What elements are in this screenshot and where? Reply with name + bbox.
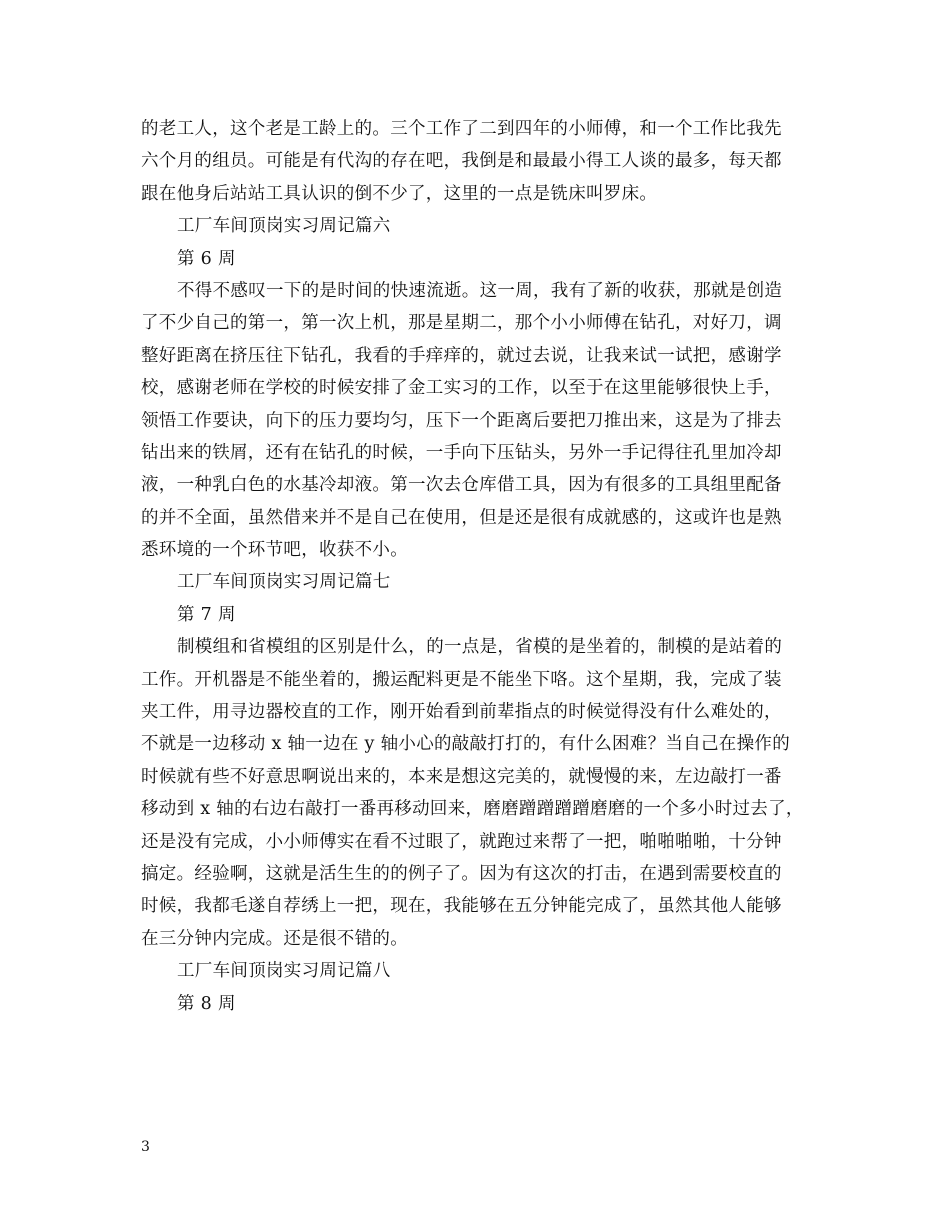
text-line: 搞定。经验啊，这就是活生生的的例子了。因为有这次的打击，在遇到需要校直的 [141,863,782,884]
text-line: 不就是一边移动 x 轴一边在 y 轴小心的敲敲打打的，有什么困难？当自己在操作的 [141,734,791,755]
text-line: 六个月的组员。可能是有代沟的存在吧，我倒是和最最小得工人谈的最多，每天都 [141,151,782,172]
text-line: 移动到 x 轴的右边右敲打一番再移动回来，磨磨蹭蹭蹭蹭磨磨的一个多小时过去了， [141,799,804,820]
text-line: 第 6 周 [177,248,236,269]
text-line: 时候，我都毛遂自荐绣上一把，现在，我能够在五分钟能完成了，虽然其他人能够 [141,896,782,917]
text-line: 工厂车间顶岗实习周记篇六 [177,216,391,237]
text-line: 的并不全面，虽然借来并不是自己在使用，但是还是很有成就感的，这或许也是熟 [141,507,782,528]
text-line: 悉环境的一个环节吧，收获不小。 [141,540,408,561]
text-line: 工厂车间顶岗实习周记篇八 [177,961,391,982]
text-line: 夹工件，用寻边器校直的工作，刚开始看到前辈指点的时候觉得没有什么难处的， [141,702,782,723]
text-line: 制模组和省模组的区别是什么，的一点是，省模的是坐着的，制模的是站着的 [177,637,783,658]
text-line: 校，感谢老师在学校的时候安排了金工实习的工作，以至于在这里能够很快上手， [141,378,782,399]
document-body [141,113,821,1020]
text-line: 领悟工作要诀，向下的压力要均匀，压下一个距离后要把刀推出来，这是为了排去 [141,410,782,431]
text-line: 工厂车间顶岗实习周记篇七 [177,572,391,593]
text-line: 第 7 周 [177,604,236,625]
text-line: 钻出来的铁屑，还有在钻孔的时候，一手向下压钻头，另外一手记得往孔里加冷却 [141,442,782,463]
text-line: 还是没有完成，小小师傅实在看不过眼了，就跑过来帮了一把，啪啪啪啪，十分钟 [141,831,782,852]
text-line: 的老工人，这个老是工龄上的。三个工作了二到四年的小师傅，和一个工作比我先 [141,119,782,139]
text-line: 第 8 周 [177,993,236,1014]
text-line: 工作。开机器是不能坐着的，搬运配料更是不能坐下咯。这个星期，我，完成了装 [141,669,782,690]
text-line: 不得不感叹一下的是时间的快速流逝。这一周，我有了新的收获，那就是创造 [177,280,783,301]
text-line: 整好距离在挤压往下钻孔，我看的手痒痒的，就过去说，让我来试一试把，感谢学 [141,345,782,366]
page-number: 3 [141,1139,150,1155]
text-line: 在三分钟内完成。还是很不错的。 [141,928,408,949]
text-line: 时候就有些不好意思啊说出来的，本来是想这完美的，就慢慢的来，左边敲打一番 [141,766,782,787]
text-line: 液，一种乳白色的水基冷却液。第一次去仓库借工具，因为有很多的工具组里配备 [141,475,782,496]
text-line: 跟在他身后站站工具认识的倒不少了，这里的一点是铣床叫罗床。 [141,183,658,204]
text-line: 了不少自己的第一，第一次上机，那是星期二，那个小小师傅在钻孔，对好刀，调 [141,313,782,334]
